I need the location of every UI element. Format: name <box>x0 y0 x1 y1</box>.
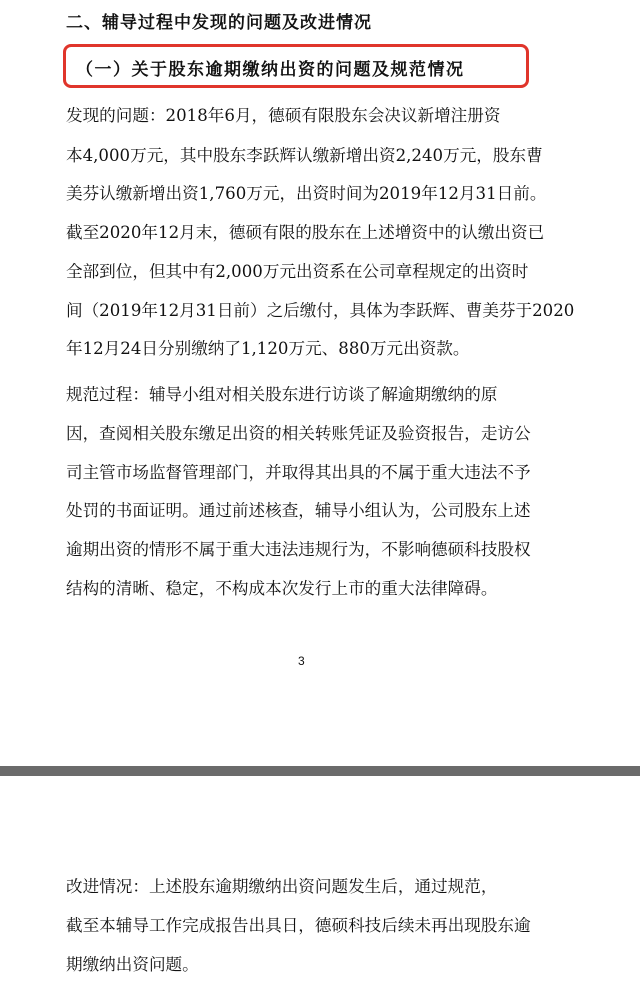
paragraph-line: 司主管市场监督管理部门，并取得其出具的不属于重大违法不予 <box>66 463 531 482</box>
subsection-heading: （一）关于股东逾期缴纳出资的问题及规范情况 <box>76 60 465 80</box>
page-number: 3 <box>298 654 305 668</box>
paragraph-line: 年12月24日分别缴纳了1,120万元、880万元出资款。 <box>66 339 470 358</box>
paragraph-line: 逾期出资的情形不属于重大违法违规行为，不影响德硕科技股权 <box>66 540 531 559</box>
paragraph-line: 改进情况：上述股东逾期缴纳出资问题发生后，通过规范， <box>66 877 498 896</box>
paragraph-line: 结构的清晰、稳定，不构成本次发行上市的重大法律障碍。 <box>66 579 498 598</box>
paragraph-line: 全部到位，但其中有2,000万元出资系在公司章程规定的出资时 <box>66 262 529 281</box>
paragraph-line: 规范过程：辅导小组对相关股东进行访谈了解逾期缴纳的原 <box>66 385 498 404</box>
paragraph-line: 处罚的书面证明。通过前述核查，辅导小组认为，公司股东上述 <box>66 501 531 520</box>
page-divider <box>0 766 640 776</box>
document-page-4 <box>0 776 640 985</box>
paragraph-line: 截至本辅导工作完成报告出具日，德硕科技后续未再出现股东逾 <box>66 916 531 935</box>
paragraph-line: 截至2020年12月末，德硕有限的股东在上述增资中的认缴出资已 <box>66 223 545 242</box>
paragraph-line: 发现的问题：2018年6月，德硕有限股东会决议新增注册资 <box>66 106 501 125</box>
paragraph-line: 因，查阅相关股东缴足出资的相关转账凭证及验资报告，走访公 <box>66 424 531 443</box>
paragraph-line: 美芬认缴新增出资1,760万元，出资时间为2019年12月31日前。 <box>66 184 547 203</box>
paragraph-line: 本4,000万元，其中股东李跃辉认缴新增出资2,240万元，股东曹 <box>66 146 543 165</box>
paragraph-line: 期缴纳出资问题。 <box>66 955 199 974</box>
section-heading: 二、辅导过程中发现的问题及改进情况 <box>66 13 372 33</box>
paragraph-line: 间（2019年12月31日前）之后缴付，具体为李跃辉、曹美芬于2020 <box>66 301 575 320</box>
